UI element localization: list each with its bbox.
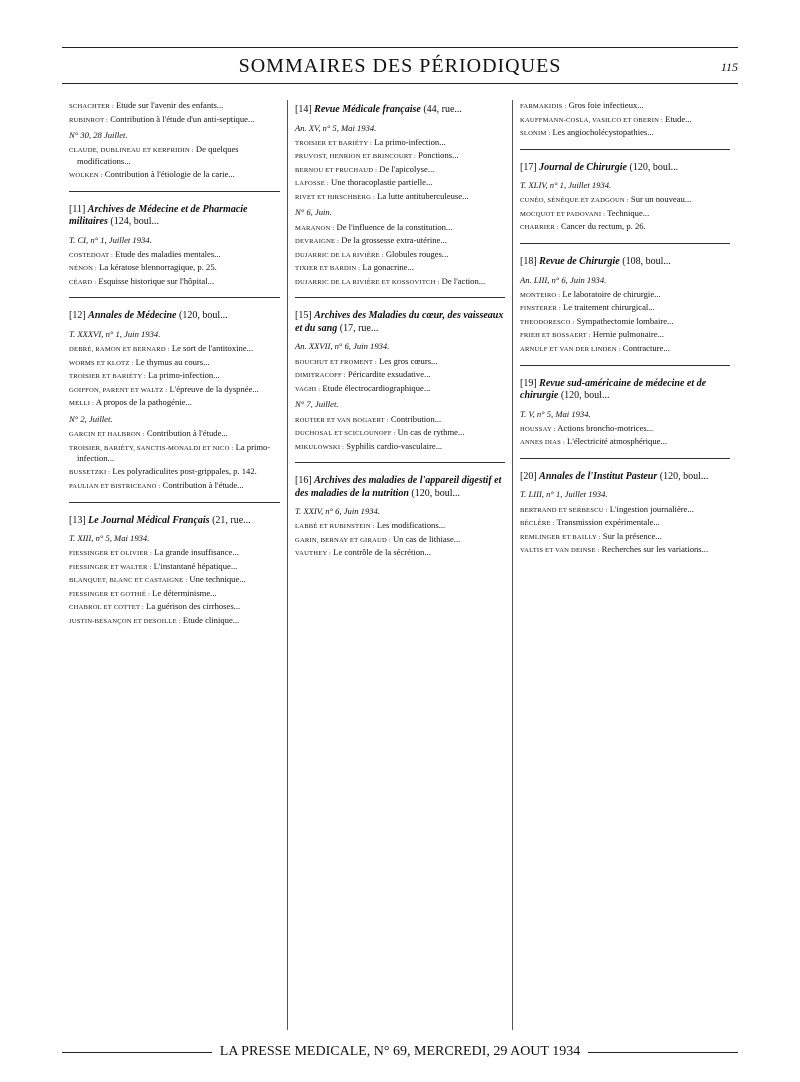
entry [69, 466, 280, 478]
entry-author: VALTIS ET VAN DEINSE : [520, 547, 600, 555]
entry [69, 428, 280, 440]
entry [295, 414, 505, 426]
entry-author: RIVET ET HIRSCHBERG : [295, 193, 375, 201]
page-number: 115 [720, 60, 738, 74]
entry-text: De l'influence de la constitution... [334, 221, 453, 232]
column-2 [287, 100, 512, 1030]
periodical-heading [69, 515, 280, 528]
entry-text: Contribution à l'étude... [144, 428, 228, 439]
entry [520, 423, 730, 435]
issue-heading: T. XXIV, n° 6, Juin 1934. [295, 506, 380, 517]
entry-text: Contribution à l'étude... [160, 479, 244, 490]
periodical-heading [69, 204, 280, 229]
entry-text: De la grossesse extra-utérine... [339, 235, 447, 246]
entry [295, 235, 505, 247]
entry-author: CUNÉO, SÉNÈQUE ET ZADGOUN : [520, 197, 629, 205]
entry-author: ARNULF ET VAN DER LINDEN : [520, 345, 621, 353]
periodical-number: [16] [295, 475, 312, 487]
entry-text: Contribution à l'étude d'un anti-septique... [108, 113, 255, 124]
entry-text: Recherches sur les variations... [599, 544, 709, 555]
periodical-info: (120, boul... [408, 487, 461, 499]
entry-author: ANNES DIAS : [520, 439, 565, 447]
entry [520, 531, 730, 543]
entry-author: MARANON : [295, 224, 335, 232]
section-divider [520, 149, 730, 150]
entry-text: L'épreuve de la dyspnée... [167, 383, 259, 394]
entry [69, 262, 280, 274]
periodical-heading [520, 378, 730, 403]
section-divider [520, 243, 730, 244]
entry-author: FINSTERER : [520, 305, 561, 313]
entry [69, 249, 280, 261]
periodical-number: [13] [69, 514, 86, 526]
entry-author: GOIFFON, PARENT ET WALTZ : [69, 386, 168, 394]
entry [69, 384, 280, 396]
entry-author: MIKULOWSKI : [295, 443, 345, 451]
entry [69, 144, 280, 167]
periodical-number: [19] [520, 377, 537, 389]
entry [520, 544, 730, 556]
entry [295, 150, 505, 162]
entry-text: La lutte antituberculeuse... [374, 190, 469, 201]
entry-text: Le déterminisme... [150, 587, 217, 598]
entry-author: BUSSETZKI : [69, 469, 111, 477]
periodical-title: Annales de Médecine [88, 310, 177, 322]
entry-author: CLAUDE, DUBLINEAU ET KERFRIDIN : [69, 147, 194, 155]
entry-author: CHARRIER : [520, 224, 559, 232]
entry-author: MONTEIRO : [520, 291, 561, 299]
entry [295, 262, 505, 274]
entry-text: Péricardite exsudative... [345, 369, 431, 380]
entry-text: La grande insuffisance... [152, 547, 239, 558]
entry-author: TROISIER, BARIÉTY, SANCTIS-MONALDI ET NICO : [69, 444, 234, 452]
entry-text: Etude des maladies mentales... [113, 248, 221, 259]
entry-text: Un cas de rythme... [395, 427, 465, 438]
entry-text: Sur un nouveau... [628, 194, 692, 205]
issue-heading: T. V, n° 5, Mai 1934. [520, 408, 591, 419]
entry-text: Technique... [605, 207, 650, 218]
entry [69, 357, 280, 369]
entry [520, 343, 730, 355]
entry-text: La kératose blennorragique, p. 25. [96, 262, 217, 273]
entry [295, 222, 505, 234]
periodical-title: Revue de Chirurgie [539, 256, 620, 268]
entry-text: L'ingestion journalière... [607, 503, 694, 514]
entry-author: GARIN, BERNAY ET GIRAUD : [295, 536, 391, 544]
column-3 [512, 100, 737, 1030]
entry-author: MOCQUOT ET PADOVANI : [520, 210, 606, 218]
entry [69, 100, 280, 112]
entry-text: Etude électrocardiographique... [320, 382, 431, 393]
entry [69, 574, 280, 586]
periodical-number: [11] [69, 203, 86, 215]
entry [295, 427, 505, 439]
entry-text: Le laboratoire de chirurgie... [560, 288, 661, 299]
entry-author: NÉNON : [69, 265, 97, 273]
entry-author: LAFOSSE : [295, 180, 329, 188]
entry [69, 480, 280, 492]
issue-heading: N° 2, Juillet. [69, 413, 113, 424]
entry [520, 436, 730, 448]
issue-heading: N° 7, Juillet. [295, 399, 339, 410]
entry [520, 208, 730, 220]
entry [295, 534, 505, 546]
entry-author: WORMS ET KLOTZ : [69, 359, 134, 367]
periodical-number: [15] [295, 310, 312, 322]
entry-author: PRUVOST, HENRION ET BRINCOURT : [295, 153, 417, 161]
entry [295, 520, 505, 532]
periodical-title: Archives des Maladies du cœur, des vaisseaux et du sang [295, 310, 504, 334]
entry-text: Contribution à l'étiologie de la carie... [102, 169, 235, 180]
entry-author: DEBRÉ, RAMON ET BERNARD : [69, 346, 170, 354]
entry-text: Etude... [662, 113, 692, 124]
periodical-title: Archives de Médecine et de Pharmacie militaires [69, 203, 248, 228]
entry-text: Les modifications... [374, 520, 446, 531]
entry [69, 370, 280, 382]
entry [520, 194, 730, 206]
periodical-heading [69, 310, 280, 323]
entry-text: L'instantané hépatique... [151, 560, 238, 571]
entry-text: L'électricité atmosphérique... [564, 436, 667, 447]
entry [295, 177, 505, 189]
periodical-info: (21, rue... [209, 514, 251, 526]
entry-author: SCHACHTER : [69, 103, 114, 110]
entry [520, 329, 730, 341]
entry-author: TROISIER ET BARIÉTY : [69, 373, 146, 381]
periodical-info: (120, boul... [558, 390, 610, 402]
entry [69, 547, 280, 559]
entry [295, 356, 505, 368]
periodical-number: [12] [69, 310, 86, 322]
issue-heading: T. XIII, n° 5, Mai 1934. [69, 533, 150, 544]
entry-author: REMLINGER ET BAILLY : [520, 533, 601, 541]
entry-text: Sur la présence... [600, 530, 662, 541]
periodical-info: (124, boul... [107, 216, 160, 228]
entry-text: Etude sur l'avenir des enfants... [113, 100, 224, 110]
entry-author: FRIEH ET BOSSAERT : [520, 332, 591, 340]
header-rule-top [62, 47, 738, 48]
entry-author: PAULIAN ET BISTRICEANO : [69, 482, 161, 490]
periodical-number: [20] [520, 470, 537, 482]
issue-heading: T. XXXVI, n° 1, Juin 1934. [69, 328, 161, 339]
issue-heading: T. LIII, n° 1, Juillet 1934. [520, 489, 608, 500]
entry-author: GARCIN ET HALBRON : [69, 431, 145, 439]
entry [520, 289, 730, 301]
entry-author: RUBINROT : [69, 116, 109, 124]
periodical-title: Journal de Chirurgie [539, 161, 627, 173]
entry [520, 100, 730, 112]
entry-text: Transmission expérimentale... [554, 517, 660, 528]
periodical-title: Annales de l'Institut Pasteur [539, 470, 658, 482]
entry [295, 547, 505, 559]
entry-author: VAGHI : [295, 385, 321, 393]
entry-author: COSTEDOAT : [69, 251, 114, 259]
entry [295, 191, 505, 203]
entry-text: Un cas de lithiase... [390, 533, 461, 544]
entry-author: FARMAKIDIS : [520, 103, 567, 110]
entry-author: THEODORESCO : [520, 318, 575, 326]
entry-author: BÉCLÈRE : [520, 520, 555, 528]
header-rule-bottom [62, 83, 738, 84]
section-divider [69, 297, 280, 298]
page-title: SOMMAIRES DES PÉRIODIQUES [238, 55, 562, 77]
entry-author: BERNOU ET FRUCHAUD : [295, 166, 378, 174]
entry [69, 276, 280, 288]
entry [295, 137, 505, 149]
section-divider [69, 502, 280, 503]
entry-text: Une thoracoplastie partielle... [328, 177, 433, 188]
entry-text: La primo-infection... [371, 136, 446, 147]
entry [69, 343, 280, 355]
periodical-info: (108, boul... [619, 256, 671, 268]
entry [69, 169, 280, 181]
entry [69, 397, 280, 409]
entry-author: DUJARRIC DE LA RIVIÈRE : [295, 251, 384, 259]
entry [520, 221, 730, 233]
entry [69, 561, 280, 573]
entry-text: Contribution... [388, 413, 442, 424]
periodical-title: Revue Médicale française [314, 104, 421, 115]
entry-text: De l'action... [439, 275, 486, 286]
entry-author: FIESSINGER ET GOTHIÉ : [69, 590, 151, 598]
entry-text: Gros foie infectieux... [566, 100, 644, 110]
periodical-heading [295, 104, 505, 117]
periodical-info: (44, rue... [420, 104, 462, 115]
entry-text: Esquisse historique sur l'hôpital... [96, 275, 215, 286]
section-divider [520, 365, 730, 366]
issue-heading: T. XLIV, n° 1, Juillet 1934. [520, 180, 612, 191]
issue-heading: N° 30, 28 Juillet. [69, 130, 128, 141]
periodical-info: (120, boul... [657, 470, 709, 482]
entry-author: BLANQUET, BLANC ET CASTAIGNE : [69, 577, 188, 585]
entry-author: LABBÉ ET RUBINSTEIN : [295, 523, 375, 531]
periodical-title: Le Journal Médical Français [88, 514, 210, 526]
entry-author: SLONIM : [520, 130, 551, 138]
section-divider [295, 297, 505, 298]
column-1 [62, 100, 287, 1030]
entry [69, 114, 280, 126]
entry-text: A propos de la pathogénie... [94, 397, 192, 408]
entry-text: La gonacrine... [360, 262, 414, 273]
entry [520, 504, 730, 516]
footer-rule-right [588, 1052, 738, 1053]
issue-heading: T. CI, n° 1, Juillet 1934. [69, 234, 152, 245]
entry-author: CHABROL ET COTTET : [69, 604, 144, 612]
entry [520, 316, 730, 328]
entry-author: KAUFFMANN-COSLA, VASILCO ET OBERIN : [520, 116, 663, 124]
entry [295, 383, 505, 395]
entry-text: La guérison des cirrhoses... [143, 601, 241, 612]
page-footer [62, 1044, 738, 1060]
entry-author: DEVRAIGNE : [295, 238, 340, 246]
footer-rule-left [62, 1052, 212, 1053]
entry-text: Les gros cœurs... [376, 355, 438, 366]
entry-text: De l'apicolyse... [377, 163, 435, 174]
entry-text: De quelques modifications... [77, 144, 239, 166]
entry [295, 369, 505, 381]
issue-heading: An. XXVII, n° 6, Juin 1934. [295, 341, 390, 352]
section-divider [520, 458, 730, 459]
issue-heading: An. LIII, n° 6, Juin 1934. [520, 274, 607, 285]
entry-text: Ponctions... [416, 150, 459, 161]
entry [69, 601, 280, 613]
periodical-heading [295, 310, 505, 335]
entry [520, 127, 730, 139]
entry-text: Les angiocholécystopathies... [550, 127, 654, 138]
periodical-title: Revue sud-américaine de médecine et de chirurgie [520, 377, 707, 402]
periodical-number: [18] [520, 256, 537, 268]
entry-author: DIMITRACOFF : [295, 372, 346, 380]
entry-author: DUCHOSAL ET SCICLOUNOFF : [295, 430, 396, 438]
entry [69, 588, 280, 600]
entry [295, 249, 505, 261]
entry-author: BERTRAND ET SERBESCU : [520, 506, 608, 514]
entry-text: Contracture... [620, 342, 670, 353]
entry-author: BOUCHUT ET FROMENT : [295, 358, 377, 366]
entry-text: Hernie pulmonaire... [590, 329, 665, 340]
periodical-info: (120, boul... [626, 161, 679, 173]
entry [295, 276, 505, 288]
periodical-heading [295, 475, 505, 500]
entry-author: FIESSINGER ET OLIVIER : [69, 550, 153, 558]
entry-text: Le sort de l'antitoxine... [169, 343, 254, 354]
periodical-info: (17, rue... [337, 322, 379, 334]
section-divider [295, 462, 505, 463]
entry-author: FIESSINGER ET WALTER : [69, 563, 152, 571]
entry [520, 114, 730, 126]
entry [69, 442, 280, 465]
entry-text: Actions broncho-motrices... [555, 422, 654, 433]
entry-text: Le contrôle de la sécrétion... [331, 547, 431, 558]
entry-author: DUJARRIC DE LA RIVIÈRE ET KOSSOVITCH : [295, 278, 440, 286]
entry-author: TROISIER ET BARIÉTY : [295, 139, 372, 147]
periodical-number: [17] [520, 161, 537, 173]
entry-text: La primo-infection... [77, 441, 271, 464]
entry-text: Une technique... [187, 574, 246, 585]
section-divider [69, 191, 280, 192]
entry [295, 441, 505, 453]
entry-text: Etude clinique... [180, 615, 240, 626]
entry-text: Syphilis cardio-vasculaire... [344, 440, 443, 451]
entry-author: HOUSSAY : [520, 425, 556, 433]
periodical-number: [14] [295, 104, 312, 115]
periodical-title: Archives des maladies de l'appareil digestif et des maladies de la nutrition [295, 475, 502, 499]
entry-author: VAUTHEY : [295, 550, 332, 558]
periodical-heading [520, 162, 730, 175]
footer-text: LA PRESSE MEDICALE, N° 69, MERCREDI, 29 AOUT 1934 [219, 1044, 581, 1059]
entry-text: Globules rouges... [383, 248, 449, 259]
entry-text: La primo-infection... [145, 370, 220, 381]
entry-text: Cancer du rectum, p. 26. [558, 221, 646, 232]
entry-author: MELLI : [69, 400, 95, 408]
periodical-heading [520, 256, 730, 269]
entry [69, 615, 280, 627]
entry-text: Le traitement chirurgical... [560, 302, 655, 313]
periodical-info: (120, boul... [176, 310, 228, 322]
entry-author: ROUTIER ET VAN BOGAERT : [295, 416, 389, 424]
entry-author: TIXIER ET BARDIN : [295, 265, 361, 273]
entry-author: CÉARD : [69, 278, 97, 286]
entry-author: WOLKEN : [69, 172, 103, 180]
entry [520, 517, 730, 529]
entry-author: JUSTIN-BESANÇON ET DESOILLE : [69, 618, 181, 626]
periodical-heading [520, 471, 730, 484]
issue-heading: An. XV, n° 5, Mai 1934. [295, 122, 377, 133]
columns [62, 100, 738, 1030]
issue-heading: N° 6, Juin. [295, 207, 332, 218]
entry [520, 302, 730, 314]
entry-text: Le thymus au cours... [133, 356, 210, 367]
entry-text: Sympathectomie lombaire... [574, 315, 674, 326]
entry [295, 164, 505, 176]
entry-text: Les polyradiculites post-grippales, p. 142. [110, 466, 257, 477]
